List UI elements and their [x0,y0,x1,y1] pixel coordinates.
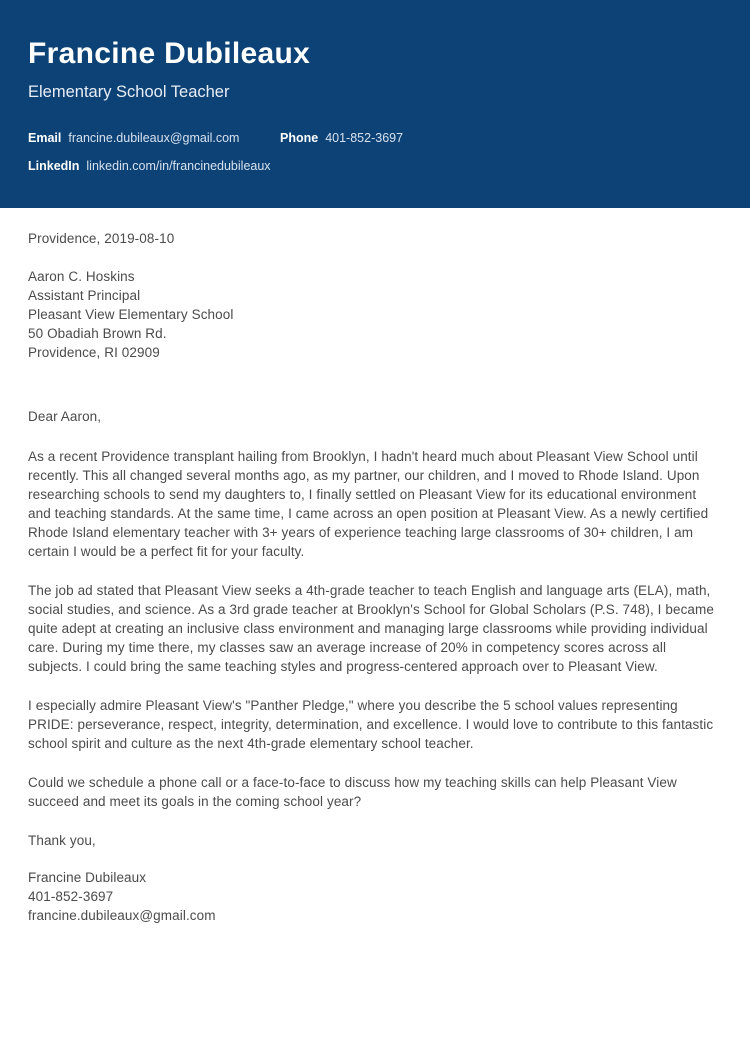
contact-linkedin [28,157,280,176]
contact-phone [280,129,722,148]
letter-paragraph-2: The job ad stated that Pleasant View seeks a 4th-grade teacher to teach English and language arts (ELA), math, social studies, and science. As a 3rd grade teacher at Brooklyn's School for Global Scholars (P.S. 748), I became quite adept at creating an inclusive class environment and managing large classrooms while providing individual care. During my time there, my classes saw an average increase of 20% in competency scores across all subjects. I could bring the same teaching styles and progress-centered approach over to Pleasant View. [28,583,714,674]
recipient-name: Aaron C. Hoskins [28,269,135,284]
letter-paragraph-3: I especially admire Pleasant View's "Panther Pledge," where you describe the 5 school values representing PRIDE: perseverance, respect, integrity, determination, and excellence. I would love to contribute to this fantastic school spirit and culture as the next 4th-grade elementary school teacher. [28,698,714,751]
person-name: Francine Dubileaux [28,37,311,70]
letter-header [0,0,750,208]
closing: Thank you, [28,833,96,848]
recipient-block [28,267,722,362]
person-title: Elementary School Teacher [28,83,230,101]
signature-phone: 401-852-3697 [28,889,114,904]
recipient-role: Assistant Principal [28,288,141,303]
recipient-city: Providence, RI 02909 [28,345,160,360]
contact-phone-value: 401-852-3697 [325,131,404,145]
signature-email: francine.dubileaux@gmail.com [28,908,216,923]
contact-linkedin-value: linkedin.com/in/francinedubileaux [86,159,271,173]
contact-email-label: Email [28,131,62,145]
signature-name: Francine Dubileaux [28,870,147,885]
letter-body [0,208,750,925]
contact-phone-label: Phone [280,131,319,145]
letter-paragraph-4: Could we schedule a phone call or a face-to-face to discuss how my teaching skills can help Pleasant View succeed and meet its goals in the coming school year? [28,775,677,809]
contact-email-value: francine.dubileaux@gmail.com [68,131,240,145]
recipient-street: 50 Obadiah Brown Rd. [28,326,167,341]
signature-block [28,868,722,925]
contact-linkedin-label: LinkedIn [28,159,80,173]
contact-email [28,129,280,148]
letter-paragraph-1: As a recent Providence transplant hailing from Brooklyn, I hadn't heard much about Pleasant View School until recently. This all changed several months ago, as my partner, our children, and I moved to Rhode Island. Upon researching schools to send my daughters to, I finally settled on Pleasant View for its educational environment and teaching standards. At the same time, I came across an open position at Pleasant View. As a newly certified Rhode Island elementary teacher with 3+ years of experience teaching large classrooms of 30+ children, I am certain I would be a perfect fit for your faculty. [28,449,709,559]
date-line: Providence, 2019-08-10 [28,231,175,246]
salutation: Dear Aaron, [28,409,102,424]
recipient-organization: Pleasant View Elementary School [28,307,234,322]
contact-info [28,129,722,176]
